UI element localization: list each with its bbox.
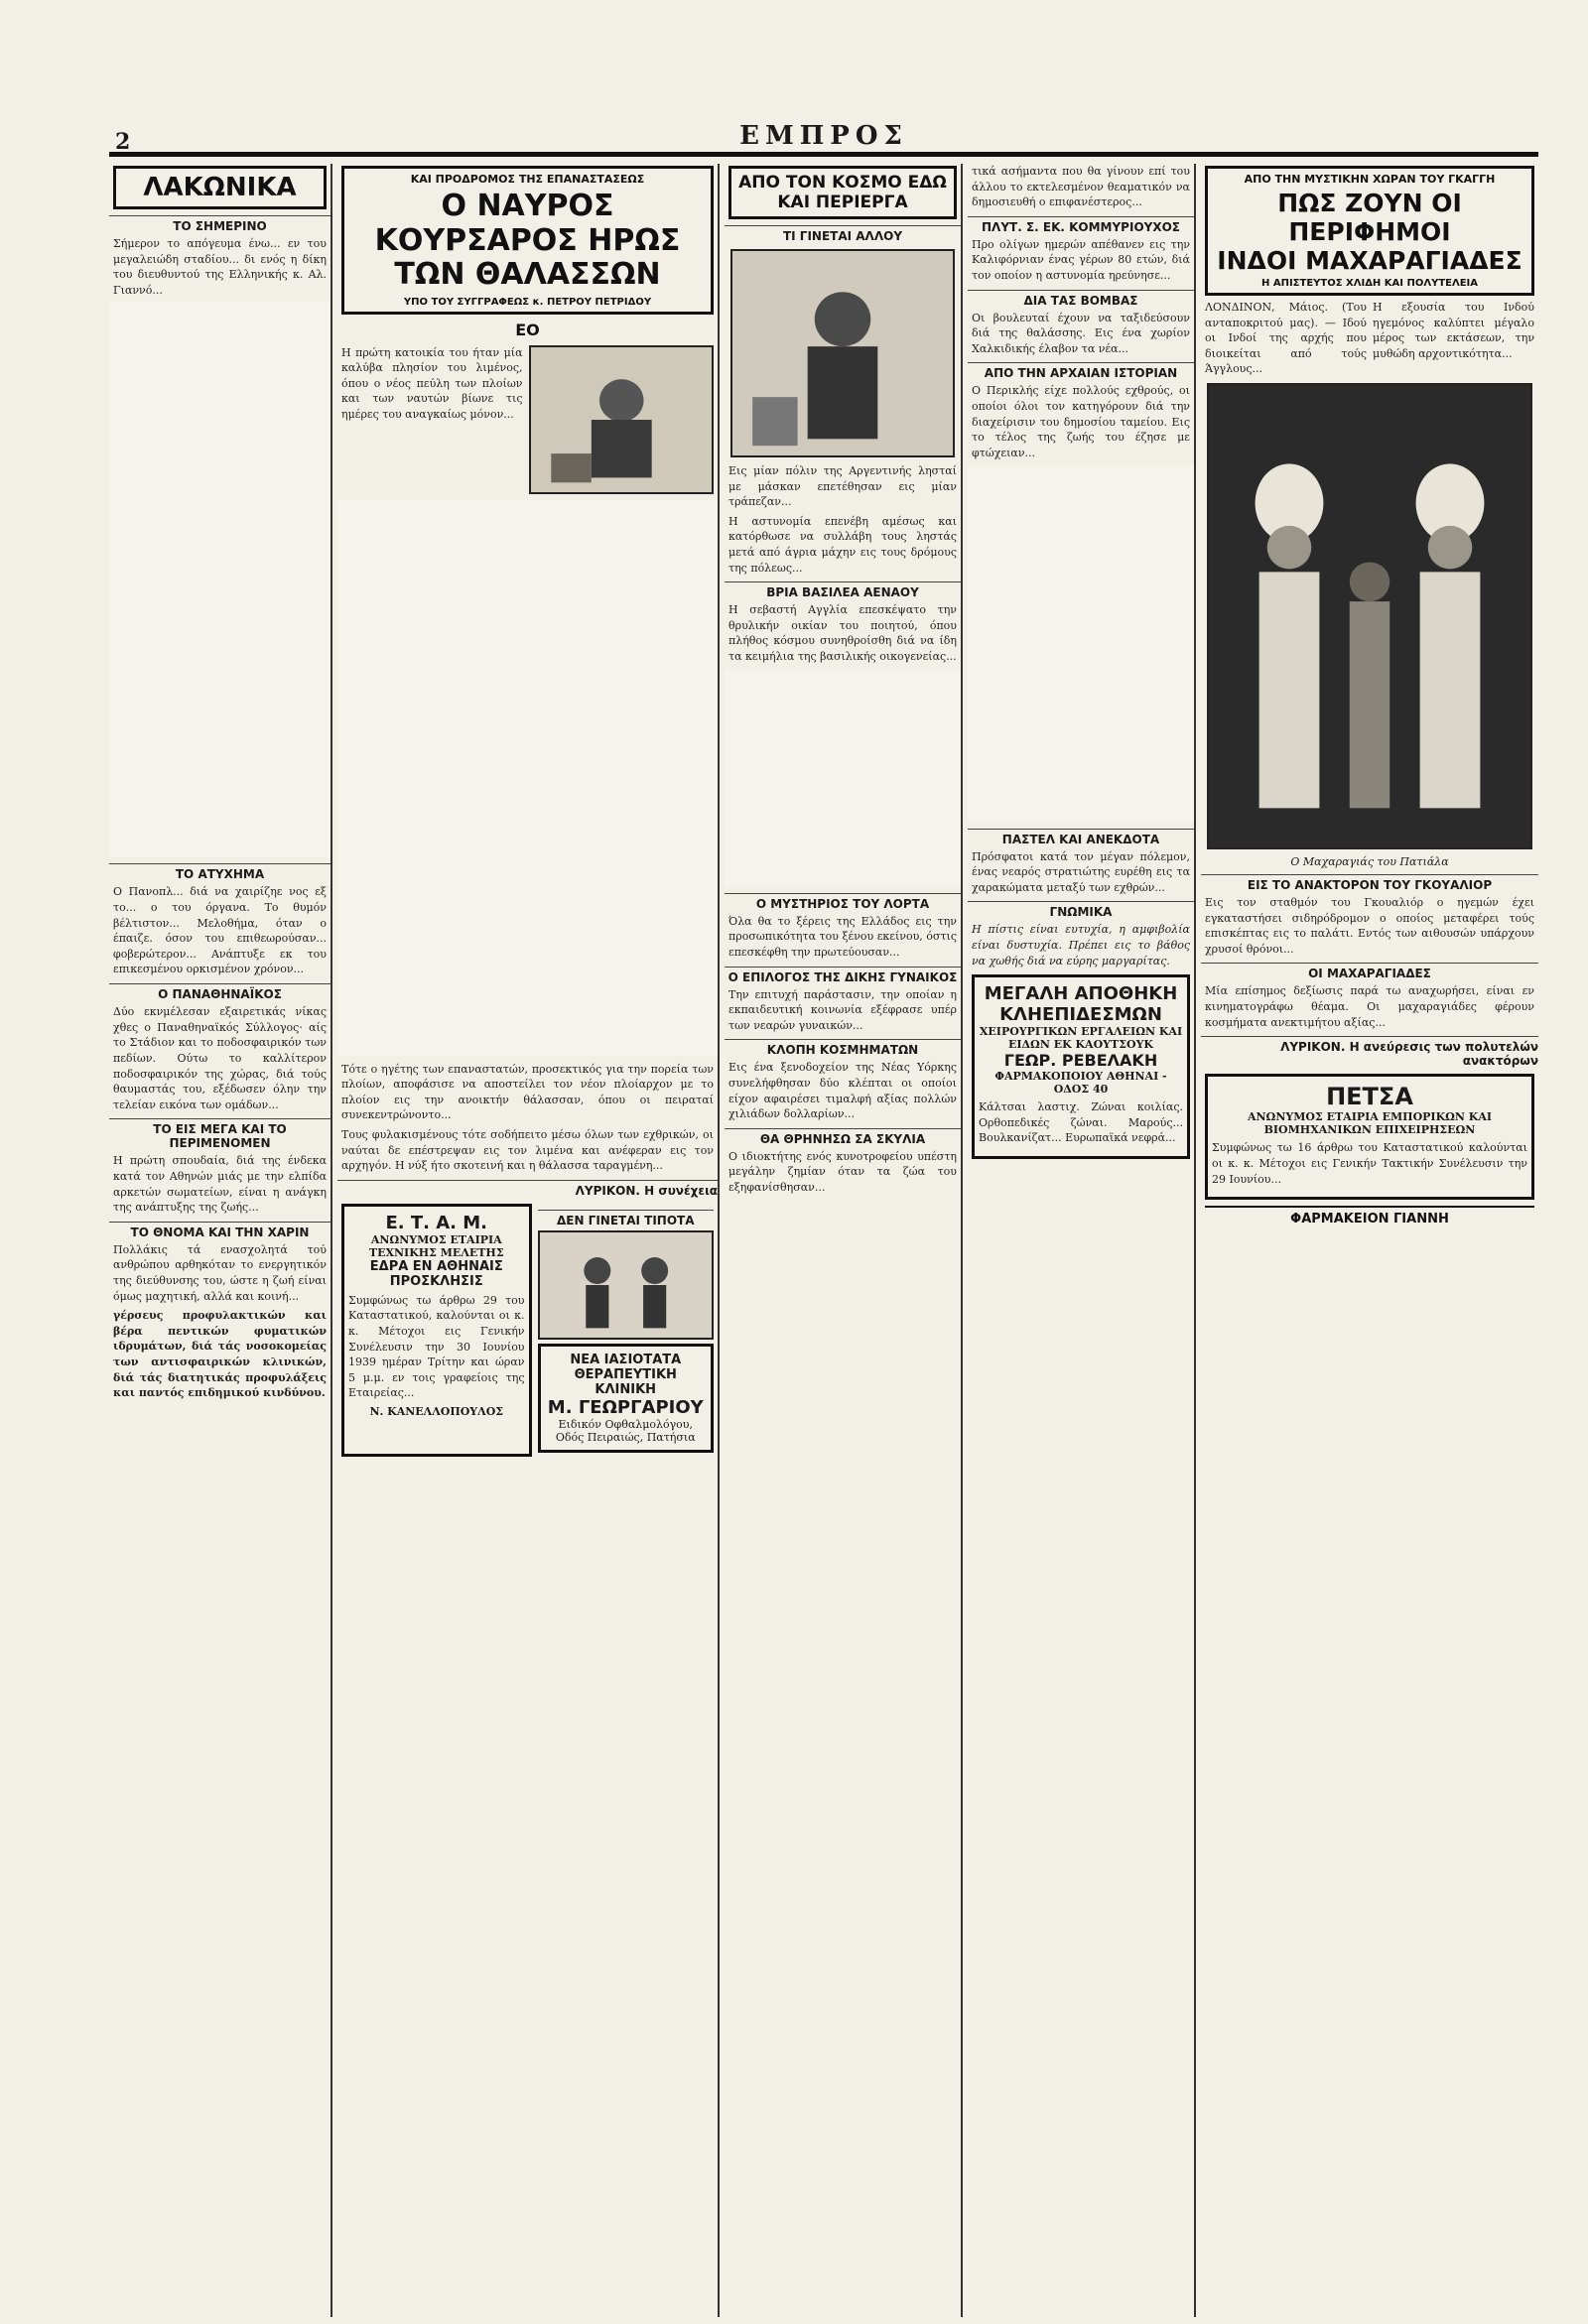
story-columns: [341, 345, 714, 494]
section-heading: ΤΟ ΘΝΟΜΑ ΚΑΙ ΤΗΝ ΧΑΡΙΝ: [109, 1222, 331, 1239]
kicker: ΤΙ ΓΙΝΕΤΑΙ ΑΛΛΟΥ: [725, 225, 961, 243]
headline-line-2: ΙΝΔΟΙ ΜΑΧΑΡΑΓΙΑΔΕΣ: [1217, 246, 1522, 275]
article-text: Ο ιδιοκτήτης ενός κυνοτροφείου υπέστη μεγάλην ζημίαν όταν τα ζώα του εξηφανίσθησαν...: [728, 1149, 957, 1195]
tagline: Η ΑΠΙΣΤΕΥΤΟΣ ΧΛΙΔΗ ΚΑΙ ΠΟΛΥΤΕΛΕΙΑ: [1260, 278, 1479, 289]
faded-area: [337, 500, 718, 1056]
section-heading: ΒΡΙΑ ΒΑΣΙΛΕΑ ΑΕΝΑΟΥ: [725, 581, 961, 599]
pharmacy-notice: ΦΑΡΜΑΚΕΙΟΝ ΓΙΑΝΝΗ: [1205, 1206, 1534, 1227]
article-text: Πολλάκις τά ενασχολητά τού ανθρώπου αρθηκόταν το ενεργητικόν της διεύθυνσης του, ώστε η ζωή είναι όμως μαχητική, αλλά και κοινή...: [113, 1242, 327, 1303]
article-text: Ο Περικλής είχε πολλούς εχθρούς, οι οποίοι όλοι τον κατηγόρουν διά την διαχείρισιν του δημοσίου ταμείου. Εις το τέλος της ζωής του έζησε με φτώχειαν...: [972, 384, 1190, 459]
notice-text: Συμφώνως τω 16 άρθρω του Καταστατικού καλούνται οι κ. κ. Μέτοχοι εις Γενικήν Τακτικήν Συνέλευσιν την 29 Ιουνίου...: [1212, 1141, 1527, 1186]
illustration-image: [529, 345, 715, 494]
byline: ΤΟ ΣΗΜΕΡΙΝΟ: [109, 215, 331, 233]
section-heading: ΓΝΩΜΙΚΑ: [968, 901, 1194, 919]
article-text: Η σεβαστή Αγγλία επεσκέψατο την θρυλικήν οικίαν του ποιητού, όπου πλήθος κόσμου συνηθροίσθη διά να ίδη τα κειμήλια της βασιλικής οικογενείας...: [728, 603, 957, 664]
ad-subtitle: ΧΕΙΡΟΥΡΓΙΚΩΝ ΕΡΓΑΛΕΙΩΝ ΚΑΙ ΕΙΔΩΝ ΕΚ ΚΑΟΥΤΣΟΥΚ: [979, 1025, 1183, 1052]
faded-area: [109, 302, 331, 857]
column-miscellany: [968, 164, 1196, 2317]
notice-title: ΠΕΤΣΑ: [1326, 1083, 1413, 1111]
column-serial-story: [337, 164, 720, 2317]
article-text: Όλα θα το ξέρεις της Ελλάδος εις την προσωπικότητα του ξένου εκείνου, όστις επεσκέφθη την πρωτεύουσαν...: [728, 914, 957, 959]
faded-area: [725, 669, 961, 887]
byline: ΥΠΟ ΤΟΥ ΣΥΓΓΡΑΦΕΩΣ κ. ΠΕΤΡΟΥ ΠΕΤΡΙΔΟΥ: [403, 296, 652, 308]
news-photo-icon: [732, 251, 953, 455]
section-heading: Ο ΜΥΣΤΗΡΙΟΣ ΤΟΥ ΛΟΡΤΑ: [725, 893, 961, 911]
column-heading: ΛΑΚΩΝΙΚΑ: [113, 166, 327, 209]
article-text: Εις μίαν πόλιν της Αργεντινής λησταί με μάσκαν επετέθησαν εις μίαν τράπεζαν...: [728, 464, 957, 509]
notice-head: ΕΔΡΑ ΕΝ ΑΘΗΝΑΙΣ: [369, 1258, 503, 1274]
feature-header: [1205, 166, 1534, 296]
article-text: Την επιτυχή παράστασιν, την οποίαν η εκπαιδευτική κοινωνία εξέφρασε υπέρ των νεαρών γυναικών...: [728, 987, 957, 1032]
section-heading: Ο ΠΑΝΑΘΗΝΑΪΚΟΣ: [109, 983, 331, 1001]
photo-caption: Ο Μαχαραγιάς του Πατιάλα: [1290, 855, 1449, 869]
article-text: Οι βουλευταί έχουν να ταξιδεύσουν διά της θαλάσσης. Εις ένα χωρίον Χαλκιδικής έλαβον τα νέα...: [972, 311, 1190, 355]
article-text: Δύο εκνμέλεσαν εξαιρετικάς νίκας χθες ο Παναθηναϊκός Σύλλογος· αίς το Στάδιον και το ποδοσφαιρικόν των πεδίων. Ούτω το καλλίτερον ποδοσφαιρικόν της χώρας, διά τούς θαυμαστάς του, εξέδωσεν όλην την τελείαν εικόνα των ομάδων...: [113, 1005, 327, 1111]
article-text: Η πρώτη σπουδαία, διά της ένδεκα κατά τον Αθηνών μιάς με την ελπίδα αρκετών σωματείων, είναι η ανάγκη της ανάπτυξης της ζωής...: [113, 1154, 327, 1215]
column-world-news: [725, 164, 963, 2317]
chapter-number: ΕΟ: [515, 320, 540, 339]
cartoon-icon: [540, 1232, 713, 1338]
serial-header: [341, 166, 714, 315]
ad-name: ΓΕΩΡ. ΡΕΒΕΛΑΚΗ: [1003, 1051, 1158, 1071]
notice-title: Ε. Τ. Α. Μ.: [385, 1212, 488, 1233]
section-heading: ΤΟ ΑΤΥΧΗΜΑ: [109, 863, 331, 881]
maharaja-photo: [1207, 383, 1532, 849]
article-text: Η πίστις είναι ευτυχία, η αμφιβολία είναι δυστυχία. Πρέπει εις το βάθος να χωθής διά να εύρης μαργαρίτας.: [972, 923, 1190, 968]
article-text: τικά ασήμαντα που θα γίνουν επί του άλλου το εκτελεσμένον θεαματικόν να δημοσιευθή ο επιφανέστερος...: [972, 165, 1190, 209]
story-text: Τους φυλακισμένους τότε σοδήπειτο μέσω όλων των εχθρικών, οι ναύται δε επέστρεψαν εις τον λιμένα και ανέφεραν εις τον αρχηγόν. Η νύξ ήτο σκοτεινή και η θάλασσα ταραγμένη...: [341, 1127, 714, 1173]
section-heading: ΘΑ ΘΡΗΝΗΣΩ ΣΑ ΣΚΥΛΙΑ: [725, 1128, 961, 1146]
kicker: ΚΑΙ ΠΡΟΔΡΟΜΟΣ ΤΗΣ ΕΠΑΝΑΣΤΑΣΕΩΣ: [410, 173, 645, 186]
kicker: ΑΠΟ ΤΗΝ ΜΥΣΤΙΚΗΝ ΧΩΡΑΝ ΤΟΥ ΓΚΑΓΓΗ: [1244, 173, 1496, 186]
story-text: Η πρώτη κατοικία του ήταν μία καλύβα πλησίον του λιμένος, όπου ο νέος πεύλη των πλοίων και των ναυτών βίωνε τις ημέρες του αναγκαίως μόνον...: [341, 345, 523, 421]
faded-area: [968, 465, 1194, 823]
column-heading: ΑΠΟ ΤΟΝ ΚΟΣΜΟ ΕΔΩ ΚΑΙ ΠΕΡΙΕΡΓΑ: [728, 166, 957, 219]
article-text: Η εξουσία του Ινδού ηγεμόνος καλύπτει μέγαλο μέρος των εκτάσεων, την μυθώδη αρχοντικότητα...: [1373, 301, 1534, 360]
notice-call: ΠΡΟΣΚΛΗΣΙΣ: [389, 1273, 483, 1289]
article-text: Εις τον σταθμόν του Γκουαλιόρ ο ηγεμών έχει εγκαταστήσει σιδηρόδρομον ο οποίος μεταφέρει τούς επισκέπτας εις το παλάτι. Εντός των αιθουσών υπάρχουν χρυσοί θρόνοι...: [1205, 896, 1534, 956]
section-heading: ΟΙ ΜΑΧΑΡΑΓΙΑΔΕΣ: [1201, 963, 1538, 980]
ad-text: Κάλτσαι λαστιχ. Ζώναι κοιλίας. Ορθοπεδικές ζώναι. Μαρούς... Βουλκανίζατ... Ευρωπαϊκά νεφρά...: [979, 1100, 1183, 1145]
column-maharajas: [1201, 164, 1538, 2317]
illustration-icon: [531, 347, 713, 492]
article-text: Προ ολίγων ημερών απέθανεν εις την Καλιφόρνιαν ένας γέρων 80 ετών, διά τον οποίον η αστυνομία ηρεύνησε...: [972, 237, 1190, 283]
article-text: ΛΟΝΔΙΝΟΝ, Μάιος. (Του ανταποκριτού μας). — Ιδού οι Ινδοί της αρχής που διοικείται από τούς Άγγλους...: [1205, 301, 1367, 376]
maharaja-photo-icon: [1209, 385, 1530, 847]
notice-subtitle: ΑΝΩΝΥΜΟΣ ΕΤΑΙΡΙΑ ΤΕΧΝΙΚΗΣ ΜΕΛΕΤΗΣ: [368, 1232, 504, 1259]
company-notice: [341, 1204, 532, 1457]
section-heading: ΤΟ ΕΙΣ ΜΕΓΑ ΚΑΙ ΤΟ ΠΕΡΙΜΕΝΟΜΕΝ: [109, 1118, 331, 1150]
clinic-text: Ειδικόν Οφθαλμολόγου, Οδός Πειραιώς, Πατήσια: [555, 1417, 696, 1444]
clinic-name: Μ. ΓΕΩΡΓΑΡΙΟΥ: [547, 1396, 704, 1418]
cartoon-block: [538, 1204, 715, 1457]
page-number: 2: [115, 129, 131, 155]
notice-text: Συμφώνως τω άρθρω 29 του Καταστατικού, καλούνται οι κ. κ. Μέτοχοι εις Γενικήν Συνέλευσιν την 30 Ιουνίου 1939 ημέραν Τρίτην και ώραν 5 μ.μ. εν τοις γραφείοις της Εταιρείας...: [348, 1293, 525, 1400]
signature: ΛΥΡΙΚΟΝ. Η ανεύρεσις των πολυτελών ανακτόρων: [1201, 1036, 1538, 1068]
section-heading: ΑΠΟ ΤΗΝ ΑΡΧΑΙΑΝ ΙΣΤΟΡΙΑΝ: [968, 362, 1194, 380]
headline: Ο ΝΑΥΡΟΣ ΚΟΥΡΣΑΡΟΣ ΗΡΩΣ ΤΩΝ ΘΑΛΑΣΣΩΝ: [374, 189, 681, 292]
article-intro: Σήμερον το απόγευμα ένω... εν του μεγαλειώδη σταδίου... δι ενός η δίκη του διευθυντού της Ελληνικής κ. Αλ. Γιαννό...: [113, 237, 327, 297]
article-text: Μία επίσημος δεξίωσις παρά τω αναχωρήσει, είναι εν κινηματογράφω θέαμα. Οι μαχαραγιάδες φέρουν κοσμήματα ανεκτιμήτου αξίας...: [1205, 984, 1534, 1029]
section-heading: ΠΑΣΤΕΛ ΚΑΙ ΑΝΕΚΔΟΤΑ: [968, 829, 1194, 846]
article-text: Η αστυνομία επενέβη αμέσως και κατόρθωσε να συλλάβη τους ληστάς μετά από άγρια μάχην εις τους δρόμους της πόλεως...: [728, 514, 957, 575]
notice-signature: Ν. ΚΑΝΕΛΛΟΠΟΥΛΟΣ: [369, 1405, 504, 1419]
surgical-store-ad: [972, 974, 1190, 1159]
section-heading: ΚΛΟΠΗ ΚΟΣΜΗΜΑΤΩΝ: [725, 1039, 961, 1057]
clinic-title: ΝΕΑ ΙΑΣΙΟΤΑΤΑ ΘΕΡΑΠΕΥΤΙΚΗ ΚΛΙΝΙΚΗ: [570, 1352, 682, 1397]
section-heading: ΔΙΑ ΤΑΣ ΒΟΜΒΑΣ: [968, 290, 1194, 308]
column-lakonika: [109, 164, 332, 2317]
news-photo: [730, 249, 955, 457]
clinic-ad: [538, 1344, 715, 1453]
newspaper-name: ΕΜΠΡΟΣ: [739, 121, 908, 151]
cartoon-image: [538, 1230, 715, 1340]
story-text: Τότε ο ηγέτης των επαναστατών, προσεκτικός για την πορεία των πλοίων, αποφάσισε να αποστείλει τον νέον πλοίαρχον με το πλοίον εις την ανοικτήν θάλασσαν, όπου οι πειραταί συνεκεντρώνοντο...: [341, 1062, 714, 1122]
petsa-notice: [1205, 1074, 1534, 1200]
section-heading: ΕΙΣ ΤΟ ΑΝΑΚΤΟΡΟΝ ΤΟΥ ΓΚΟΥΑΛΙΟΡ: [1201, 874, 1538, 892]
ad-place: ΦΑΡΜΑΚΟΠΟΙΟΥ ΑΘΗΝΑΙ - ΟΔΟΣ 40: [994, 1070, 1167, 1097]
article-text: Πρόσφατοι κατά τον μέγαν πόλεμον, ένας νεαρός στρατιώτης ευρέθη εις τα χαρακώματα μεταξύ των εχθρών...: [972, 849, 1190, 894]
intro-columns: [1205, 300, 1534, 377]
lower-section: [341, 1204, 714, 1457]
notice-subtitle: ΑΝΩΝΥΜΟΣ ΕΤΑΙΡΙΑ ΕΜΠΟΡΙΚΩΝ ΚΑΙ ΒΙΟΜΗΧΑΝΙΚΩΝ ΕΠΙΧΕΙΡΗΣΕΩΝ: [1247, 1110, 1493, 1137]
article-text: Εις ένα ξενοδοχείον της Νέας Υόρκης συνελήφθησαν δύο κλέπται οι οποίοι είχον αφαιρέσει τιμαλφή αξίας πολλών χιλιάδων δολλαρίων...: [728, 1061, 957, 1121]
section-heading: ΠΛΥΤ. Σ. ΕΚ. ΚΟΜΜΥΡΙΟΥΧΟΣ: [968, 216, 1194, 234]
article-text: Ο Πανοπλ... διά να χαιρίζηε νος εξ το... ο του όργανα. Το θυμόν βέλτιστον... Μελοθήμα, όταν ο έπαιζε. όσον του επιθεωρούσαν... φοβερώτερον... Ανάπτυξε εκ του επικεσμένου ορκισμένον χρόνον...: [113, 885, 327, 976]
headline-line-1: ΠΩΣ ΖΟΥΝ ΟΙ ΠΕΡΙΦΗΜΟΙ: [1277, 189, 1462, 246]
signature: ΛΥΡΙΚΟΝ. Η συνέχεια: [337, 1180, 718, 1198]
masthead: [109, 117, 1538, 157]
article-footer: γέρσευς προφυλακτικών και βέρα πεντικών φυματικών ιδρυμάτων, διά τάς νοσοκομείας των αντισφαιρικών κλινικών, διά τάς διατητικάς προφυλάξεις και παντός επιδημικού κινδύνου.: [113, 1309, 327, 1400]
cartoon-title: ΔΕΝ ΓΙΝΕΤΑΙ ΤΙΠΟΤΑ: [538, 1210, 715, 1227]
ad-title: ΜΕΓΑΛΗ ΑΠΟΘΗΚΗ ΚΛΗΕΠΙΔΕΣΜΩΝ: [984, 983, 1178, 1026]
section-heading: Ο ΕΠΙΛΟΓΟΣ ΤΗΣ ΔΙΚΗΣ ΓΥΝΑΙΚΟΣ: [725, 967, 961, 984]
